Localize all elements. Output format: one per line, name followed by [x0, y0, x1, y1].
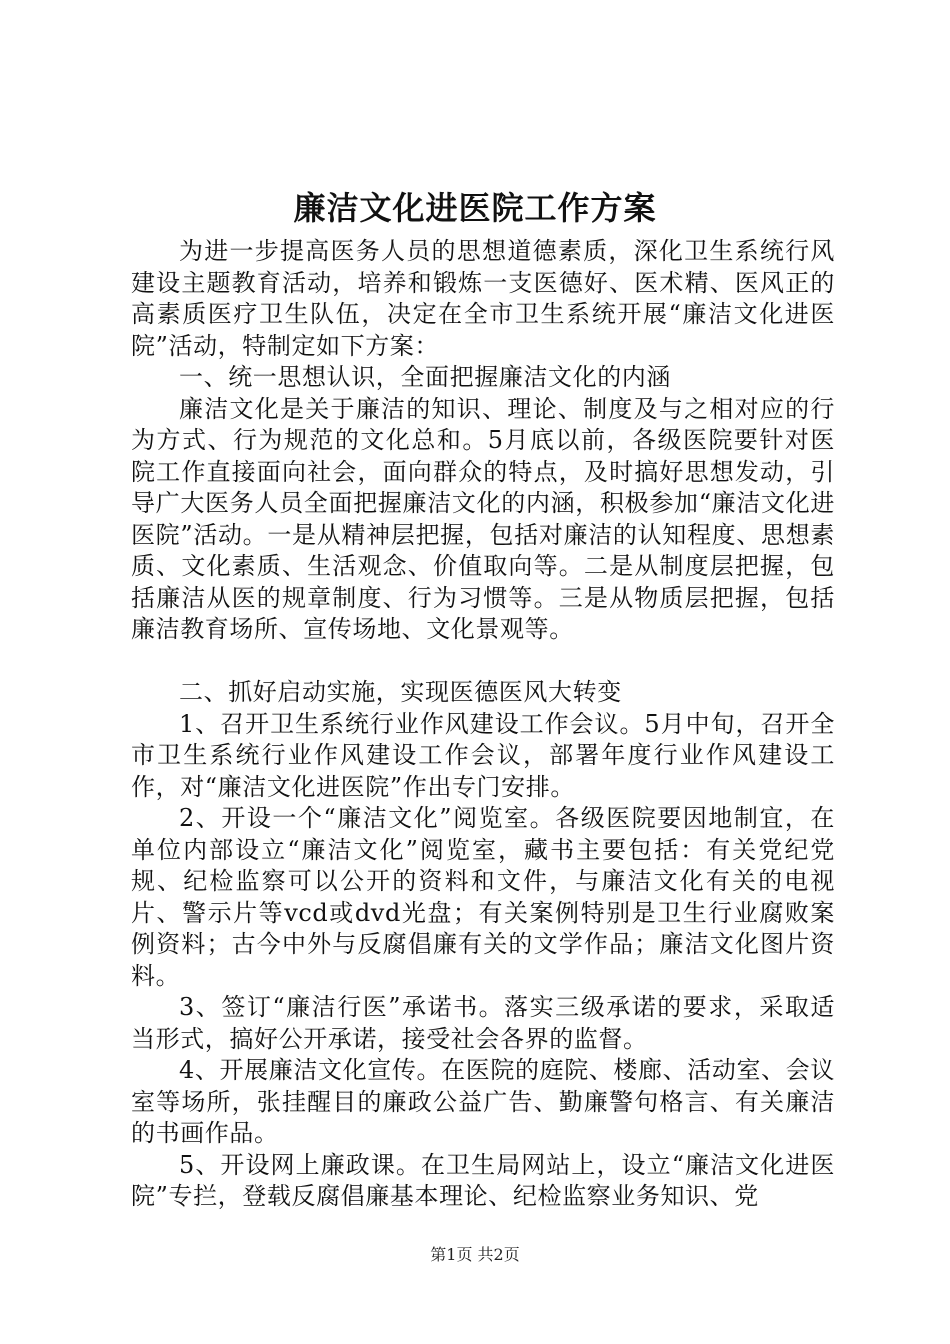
paragraph-gap — [131, 646, 835, 678]
list-item-5: 5、开设网上廉政课。在卫生局网站上，设立“廉洁文化进医院”专拦，登载反腐倡廉基本理论、纪检监察业务知识、党 — [131, 1150, 835, 1210]
section-1-heading: 一、统一思想认识，全面把握廉洁文化的内涵 — [179, 363, 671, 391]
list-item-3: 3、签订“廉洁行医”承诺书。落实三级承诺的要求，采取适当形式，搞好公开承诺，接受社会各界的监督。 — [131, 993, 835, 1053]
list-item-2: 2、开设一个“廉洁文化”阅览室。各级医院要因地制宜，在单位内部设立“廉洁文化”阅览室，藏书主要包括：有关党纪党规、纪检监察可以公开的资料和文件，与廉洁文化有关的电视片、警示片等vcd或dvd光盘；有关案例特别是卫生行业腐败案例资料；古今中外与反腐倡廉有关的文学作品；廉洁文化图片资料。 — [131, 804, 835, 990]
document-title: 廉洁文化进医院工作方案 — [293, 189, 657, 227]
list-item-1: 1、召开卫生系统行业作风建设工作会议。5月中旬，召开全市卫生系统行业作风建设工作会议，部署年度行业作风建设工作，对“廉洁文化进医院”作出专门安排。 — [131, 709, 835, 801]
section-1-paragraph: 廉洁文化是关于廉洁的知识、理论、制度及与之相对应的行为方式、行为规范的文化总和。5月底以前，各级医院要针对医院工作直接面向社会，面向群众的特点，及时搞好思想发动，引导广大医务人员全面把握廉洁文化的内涵，积极参加“廉洁文化进医院”活动。一是从精神层把握，包括对廉洁的认知程度、思想素质、文化素质、生活观念、价值取向等。二是从制度层把握，包括廉洁从医的规章制度、行为习惯等。三是从物质层把握，包括廉洁教育场所、宣传场地、文化景观等。 — [131, 394, 835, 643]
document-body — [131, 236, 835, 1213]
list-item-4: 4、开展廉洁文化宣传。在医院的庭院、楼廊、活动室、会议室等场所，张挂醒目的廉政公益广告、勤廉警句格言、有关廉洁的书画作品。 — [131, 1056, 835, 1147]
section-2-heading: 二、抓好启动实施，实现医德医风大转变 — [179, 678, 622, 706]
intro-paragraph: 为进一步提高医务人员的思想道德素质，深化卫生系统行风建设主题教育活动，培养和锻炼一支医德好、医术精、医风正的高素质医疗卫生队伍，决定在全市卫生系统开展“廉洁文化进医院”活动，特制定如下方案： — [131, 237, 835, 360]
page-number-footer: 第1页 共2页 — [430, 1245, 520, 1264]
